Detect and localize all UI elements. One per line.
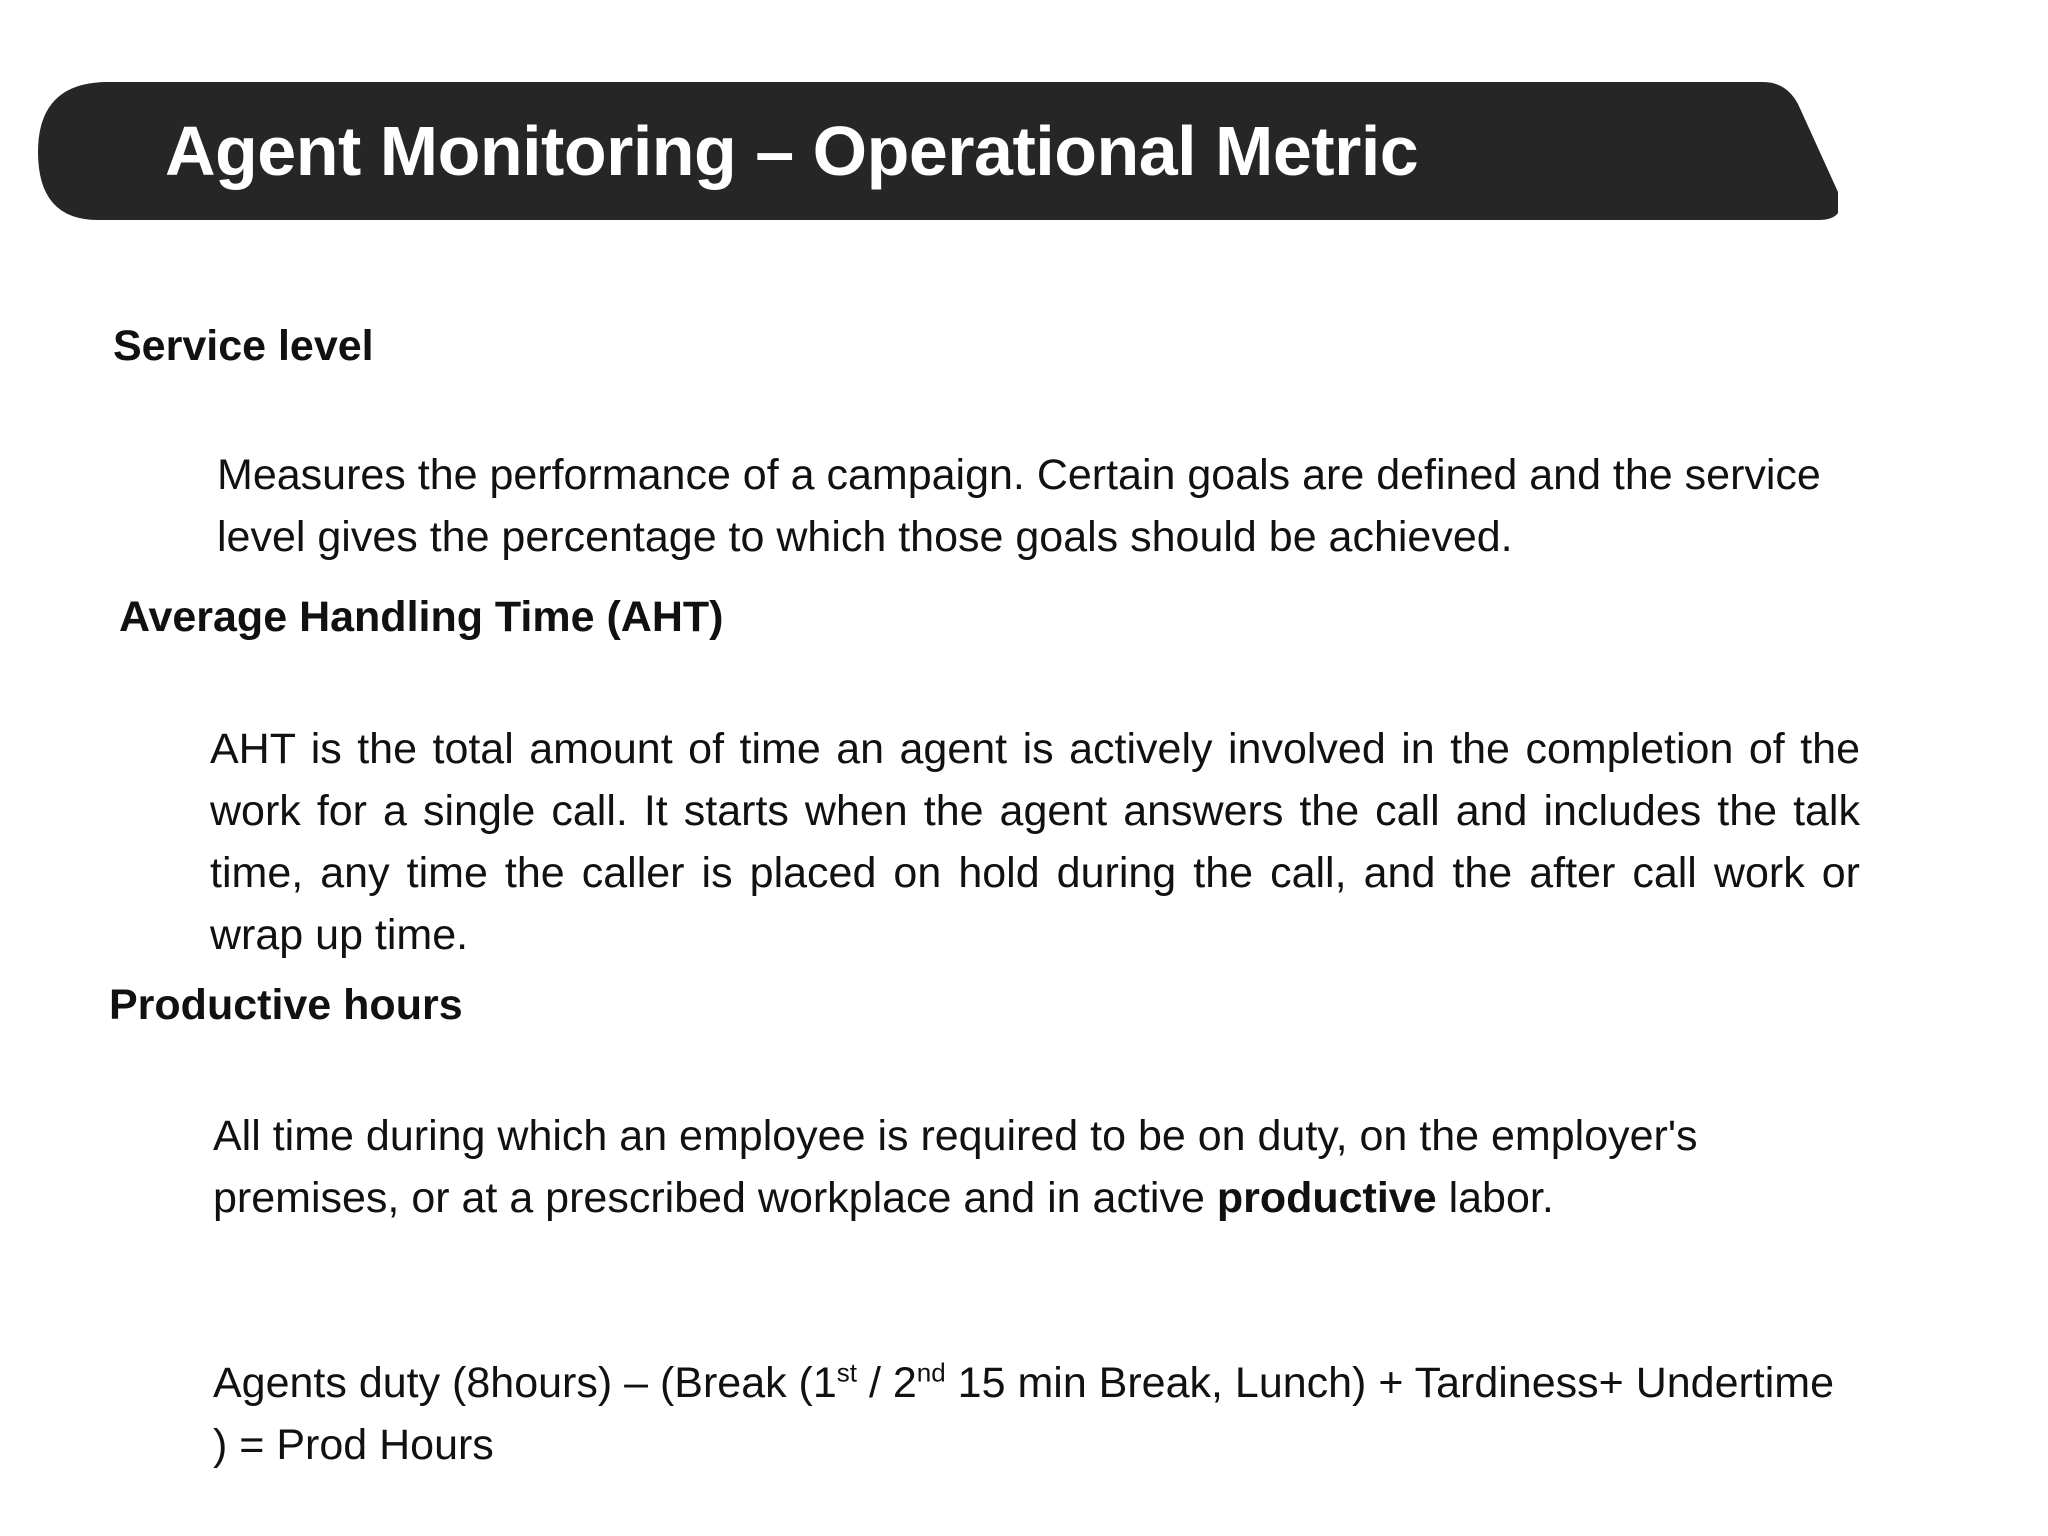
prod-hours-formula	[213, 1352, 1853, 1476]
formula-part3: 15 min Break, Lunch) + Tardiness+ Undertime ) = Prod Hours	[213, 1359, 1835, 1469]
heading-service-level: Service level	[113, 322, 374, 370]
text-productive-hours-part2: labor.	[1436, 1174, 1554, 1222]
title-banner	[38, 82, 1838, 220]
text-productive-hours-part1: All time during which an employee is required to be on duty, on the employer's premises, or at a prescribed workplace and in active	[213, 1112, 1698, 1222]
formula-part1: Agents duty (8hours) – (Break (1	[213, 1359, 837, 1407]
page-title: Agent Monitoring – Operational Metric	[165, 112, 1419, 190]
text-average-handling-time: AHT is the total amount of time an agent is actively involved in the completion of the work for a single call. It starts when the agent answers the call and includes the talk time, any time the caller is placed on hold during the call, and the after call work or wrap up time.	[210, 725, 1860, 959]
formula-sup-nd: nd	[916, 1357, 946, 1388]
formula-sup-st: st	[836, 1357, 858, 1388]
text-productive-hours	[213, 1105, 1853, 1229]
heading-productive-hours: Productive hours	[109, 981, 463, 1029]
text-service-level: Measures the performance of a campaign. Certain goals are defined and the service level gives the percentage to which those goals should be achieved.	[217, 451, 1821, 561]
heading-average-handling-time: Average Handling Time (AHT)	[119, 593, 724, 641]
text-productive-hours-bold: productive	[1216, 1174, 1437, 1222]
formula-part2: / 2	[857, 1359, 917, 1407]
